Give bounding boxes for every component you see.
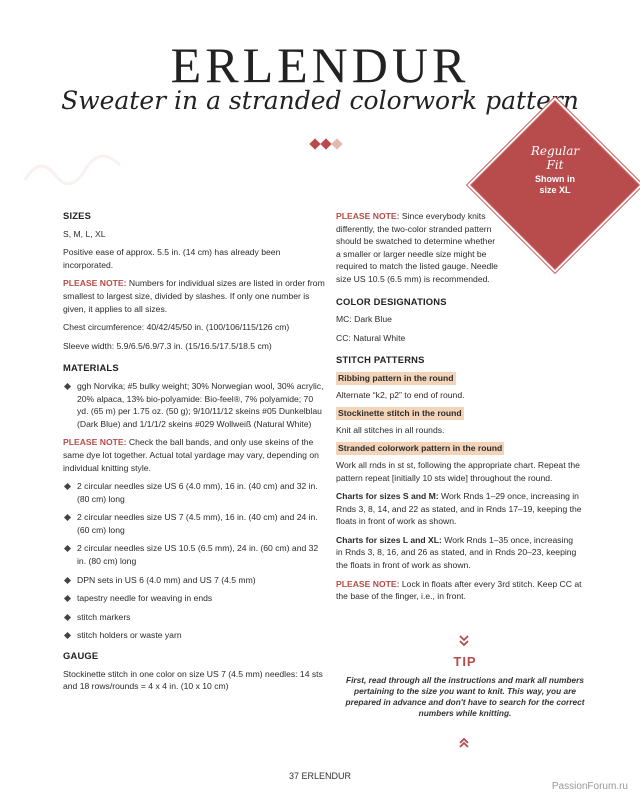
list-item: stitch markers xyxy=(63,611,325,624)
chevron-up-icon xyxy=(458,738,470,748)
colorwork-text: Work all rnds in st st, following the appropriate chart. Repeat the pattern repeat [initially 10 sts wide] throughout the round. xyxy=(336,459,580,483)
page-subtitle: Sweater in a stranded colorwork pattern xyxy=(61,86,579,115)
note-text: Check the ball bands, and only use skeins of the same dye lot together. Actual total yardage may vary, depending on individual knitting style. xyxy=(63,437,319,473)
chest-measure: Chest circumference: 40/42/45/50 in. (100/106/115/126 cm) xyxy=(63,322,290,333)
decorative-watermark-icon xyxy=(20,150,130,190)
badge-line-shown: Shown in xyxy=(535,174,575,184)
badge-line-fit: Fit xyxy=(546,158,564,172)
charts-l-xl xyxy=(336,534,582,572)
materials-note xyxy=(63,436,325,474)
sizes-list: S, M, L, XL xyxy=(63,228,106,239)
list-item: 2 circular needles size US 7 (4.5 mm), 16 in. (40 cm) and 24 in. (60 cm) long xyxy=(63,511,325,536)
color-cc: CC: Natural White xyxy=(336,332,406,343)
gauge-heading: GAUGE xyxy=(63,650,99,662)
colorwork-title: Stranded colorwork pattern in the round xyxy=(338,443,503,454)
page-footer: 37 ERLENDUR xyxy=(288,771,352,781)
tip-text: First, read through all the instructions and mark all numbers pertaining to the size you want to knit. This way, you are prepared in advance and don't have to search for the correct numbers while knitting. xyxy=(345,675,585,718)
charts-s-m xyxy=(336,490,582,528)
note-text: Numbers for individual sizes are listed in order from smallest to largest size, divided by slashes. If only one number is given, it applies to all sizes. xyxy=(63,278,325,314)
page-title: ERLENDUR xyxy=(170,37,470,93)
stitch-patterns-heading: STITCH PATTERNS xyxy=(336,354,425,366)
list-item: 2 circular needles size US 10.5 (6.5 mm), 24 in. (60 cm) and 32 in. (80 cm) long xyxy=(63,542,325,567)
note-label: PLEASE NOTE: xyxy=(63,437,127,448)
note-label: PLEASE NOTE: xyxy=(336,211,400,221)
note-label: PLEASE NOTE: xyxy=(63,278,127,289)
charts-l-xl-label: Charts for sizes L and XL: xyxy=(336,534,442,545)
color-designations-heading: COLOR DESIGNATIONS xyxy=(336,295,447,307)
sizes-heading: SIZES xyxy=(63,210,92,221)
gauge-text: Stockinette stitch in one color on size US 7 (4.5 mm) needles: 14 sts and 18 rows/rounds = 4 x 4 in. (10 x 10 cm) xyxy=(63,668,323,692)
tip-title: TIP xyxy=(453,654,477,669)
floats-note xyxy=(336,578,582,603)
list-item: tapestry needle for weaving in ends xyxy=(63,592,325,605)
site-watermark: PassionForum.ru xyxy=(551,781,628,792)
fit-badge-text xyxy=(495,145,615,196)
list-item: stitch holders or waste yarn xyxy=(63,629,325,642)
stockinette-title: Stockinette stitch in the round xyxy=(338,408,462,419)
left-column xyxy=(63,210,325,699)
charts-s-m-label: Charts for sizes S and M: xyxy=(336,491,439,502)
color-mc: MC: Dark Blue xyxy=(336,314,392,325)
note-label: PLEASE NOTE: xyxy=(336,578,400,589)
sizes-ease: Positive ease of approx. 5.5 in. (14 cm) has already been incorporated. xyxy=(63,247,281,270)
badge-line-regular: Regular xyxy=(530,144,580,158)
charts-l-xl-text: Work Rnds 1–35 once, increasing in Rnds 3, 8, 16, and 26 as stated, and in Rnds 20–23, keeping the floats in front of work as shown. xyxy=(336,534,577,571)
sizes-note xyxy=(63,277,325,315)
note-text: Lock in floats after every 3rd stitch. Keep CC at the base of the finger, i.e., in front. xyxy=(336,578,582,602)
list-item: DPN sets in US 6 (4.0 mm) and US 7 (4.5 mm) xyxy=(63,574,325,587)
chevron-down-icon xyxy=(458,634,470,648)
swatch-note xyxy=(336,210,582,286)
tools-list xyxy=(63,480,325,642)
diamond-ornament-icon xyxy=(311,138,351,152)
badge-line-size: size XL xyxy=(539,185,571,195)
note-text: Since everybody knits differently, the two-color stranded pattern should be swatched to determine whether a smaller or larger needle size might be required to match the listed gauge. Needle size US 10.5 (6.5 mm) is recommended. xyxy=(336,211,498,284)
sleeve-measure: Sleeve width: 5.9/6.5/6.9/7.3 in. (15/16.5/17.5/18.5 cm) xyxy=(63,340,272,351)
charts-s-m-text: Work Rnds 1–29 once, increasing in Rnds 3, 8, 14, and 22 as stated, and in Rnds 17–19, keeping the floats in front of work as shown. xyxy=(336,491,582,527)
list-item: ggh Norvika; #5 bulky weight; 30% Norwegian wool, 30% acrylic, 20% alpaca, 13% bio-polyamide: Bio-feel®, 7% polyamide; 70 yd. (65 m) per 1.75 oz. (50 g); 9/10/11/12 skeins #05 Dunkelblau (Dark Blue) and 1/1/1/2 skeins #029 Wollweiß (Natural White) xyxy=(63,380,325,430)
ribbing-text: Alternate “k2, p2” to end of round. xyxy=(336,389,465,400)
materials-heading: MATERIALS xyxy=(63,362,119,374)
right-column xyxy=(336,210,582,609)
list-item: 2 circular needles size US 6 (4.0 mm), 16 in. (40 cm) and 32 in. (80 cm) long xyxy=(63,480,325,505)
ribbing-title: Ribbing pattern in the round xyxy=(338,372,454,383)
materials-list xyxy=(63,380,325,430)
stockinette-text: Knit all stitches in all rounds. xyxy=(336,424,445,435)
